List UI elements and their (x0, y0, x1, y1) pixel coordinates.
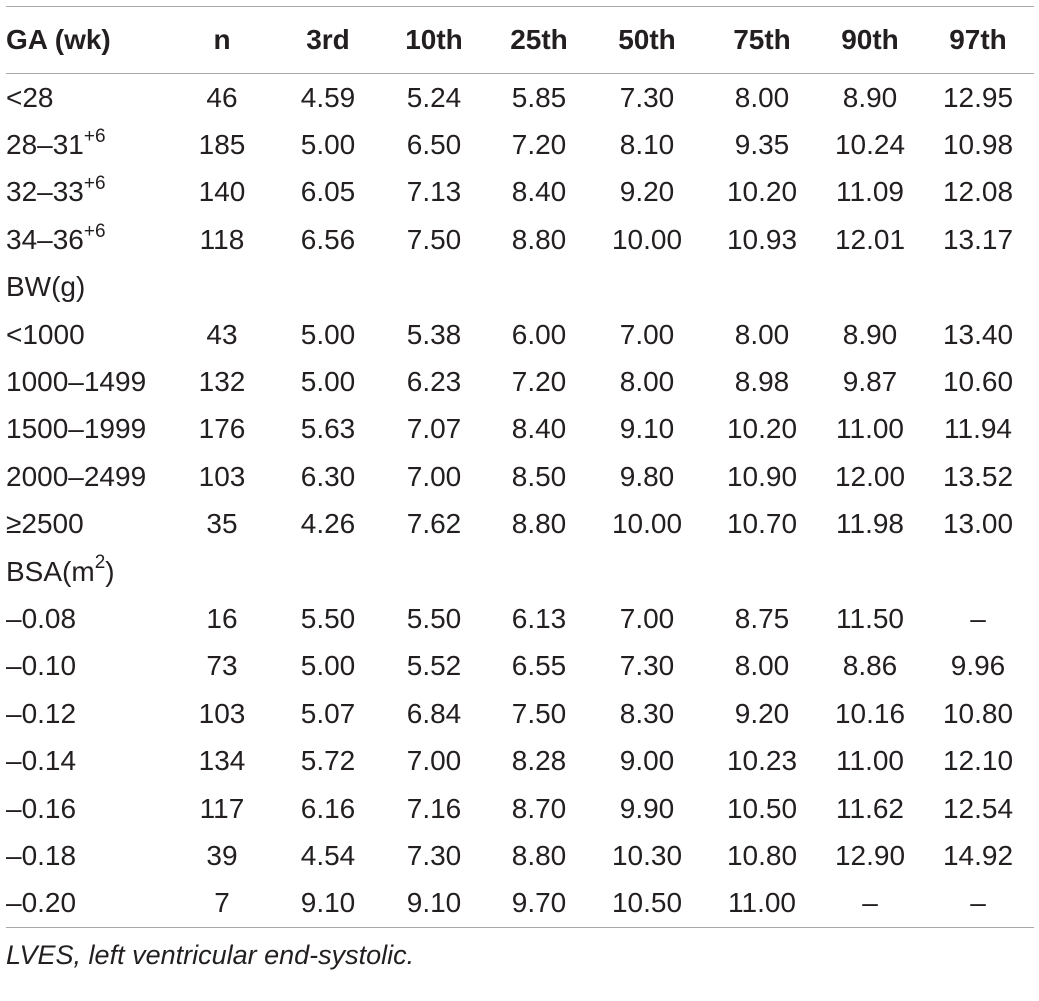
table-row (6, 832, 1034, 879)
table-cell: – (970, 887, 986, 919)
table-cell: 8.90 (842, 318, 898, 350)
table-row (6, 643, 1034, 690)
row-label (6, 737, 166, 784)
table-cell: 10.20 (726, 413, 798, 445)
row-label (6, 501, 166, 548)
table-cell: 12.01 (834, 223, 906, 255)
table-cell: 9.70 (511, 887, 567, 919)
row-label (6, 74, 166, 122)
table-cell: 11.09 (836, 176, 904, 208)
table-cell: 9.80 (619, 460, 675, 492)
header-p3: 3rd (278, 7, 378, 74)
row-label (6, 690, 166, 737)
table-cell: 9.10 (300, 887, 356, 919)
section-label (6, 264, 1034, 311)
table-cell: 73 (206, 650, 238, 682)
row-label (6, 216, 166, 263)
table-cell: 10.70 (726, 508, 798, 540)
table-cell: 9.10 (406, 887, 462, 919)
table-cell: 8.30 (619, 697, 675, 729)
row-label-text: –0.16 (6, 792, 77, 824)
table-cell: 5.00 (300, 129, 356, 161)
table-cell: 6.56 (300, 223, 356, 255)
table-cell: 5.07 (300, 697, 356, 729)
table-cell: 16 (206, 602, 238, 634)
table-cell: 5.52 (406, 650, 462, 682)
table-cell: 8.80 (511, 508, 567, 540)
table-cell: 7.30 (406, 839, 462, 871)
row-label-text: 2000–2499 (6, 460, 147, 492)
section-row (6, 548, 1034, 595)
row-label (6, 785, 166, 832)
row-label (6, 169, 166, 216)
table-cell: 7.50 (406, 223, 462, 255)
table-cell: 13.40 (942, 318, 1014, 350)
section-label-sup: 2 (94, 552, 106, 574)
table-cell: 10.50 (611, 887, 683, 919)
table-cell: 8.00 (734, 318, 790, 350)
table-cell: 11.00 (728, 887, 796, 919)
row-label-text: <1000 (6, 318, 85, 350)
row-label-text: –0.14 (6, 745, 77, 777)
table-cell: 8.80 (511, 223, 567, 255)
table-row (6, 501, 1034, 548)
row-label-sup: +6 (83, 125, 106, 147)
row-label-text: –0.10 (6, 650, 77, 682)
table-cell: 132 (198, 366, 246, 398)
table-body (6, 74, 1034, 928)
table-cell: 140 (198, 176, 246, 208)
table-cell: 10.23 (726, 745, 798, 777)
table-cell: 7 (214, 887, 230, 919)
table-cell: 8.70 (511, 792, 567, 824)
table-cell: 9.20 (734, 697, 790, 729)
header-n: n (166, 7, 278, 74)
table-cell: 10.93 (726, 223, 798, 255)
table-cell: 10.60 (942, 366, 1014, 398)
table-cell: 39 (206, 839, 238, 871)
bottom-rule (6, 927, 1034, 928)
table-cell: 8.40 (511, 176, 567, 208)
row-label (6, 358, 166, 405)
row-label (6, 406, 166, 453)
table-cell: 10.24 (834, 129, 906, 161)
table-cell: 7.50 (511, 697, 567, 729)
table-cell: – (862, 887, 878, 919)
header-ga: GA (wk) (6, 7, 166, 74)
table-cell: 11.94 (944, 413, 1012, 445)
table-cell: 7.13 (406, 176, 462, 208)
table-row (6, 595, 1034, 642)
table-cell: 7.30 (619, 650, 675, 682)
table-cell: 6.30 (300, 460, 356, 492)
row-label-text: –0.08 (6, 602, 77, 634)
table-cell: 12.10 (942, 745, 1014, 777)
table-cell: 185 (198, 129, 246, 161)
table-cell: 6.00 (511, 318, 567, 350)
table-cell: 103 (198, 460, 246, 492)
table-cell: 5.24 (406, 81, 462, 113)
table-cell: 12.00 (834, 460, 906, 492)
table-row (6, 737, 1034, 784)
row-label-text: 32–33 (6, 176, 84, 208)
table-row (6, 169, 1034, 216)
table-cell: 4.26 (300, 508, 356, 540)
table-row (6, 406, 1034, 453)
table-cell: 6.55 (511, 650, 567, 682)
table-cell: 11.00 (836, 413, 904, 445)
table-cell: 10.90 (726, 460, 798, 492)
row-label (6, 832, 166, 879)
table-cell: 7.20 (511, 129, 567, 161)
table-cell: 7.20 (511, 366, 567, 398)
table-cell: 10.16 (834, 697, 906, 729)
table-cell: 4.54 (300, 839, 356, 871)
table-cell: 5.85 (511, 81, 567, 113)
table-cell: 7.62 (406, 508, 462, 540)
table-cell: 8.00 (619, 366, 675, 398)
table-cell: 10.30 (611, 839, 683, 871)
table-cell: 7.07 (406, 413, 462, 445)
row-label-text: ≥2500 (6, 508, 84, 540)
table-cell: 9.00 (619, 745, 675, 777)
header-p25: 25th (490, 7, 588, 74)
table-cell: 4.59 (300, 81, 356, 113)
row-label-text: –0.12 (6, 697, 77, 729)
row-label-text: –0.20 (6, 887, 77, 919)
table-cell: 9.87 (842, 366, 898, 398)
section-label-suffix: ) (105, 555, 115, 587)
table-cell: 13.00 (942, 508, 1014, 540)
header-row (6, 7, 1034, 74)
table-cell: 176 (198, 413, 246, 445)
section-label-text: BW(g) (6, 271, 86, 303)
table-cell: 6.84 (406, 697, 462, 729)
table-cell: 5.50 (300, 602, 356, 634)
section-row (6, 264, 1034, 311)
table-cell: 10.20 (726, 176, 798, 208)
row-label (6, 880, 166, 927)
table-cell: 10.80 (726, 839, 798, 871)
row-label-sup: +6 (83, 220, 106, 242)
table-row (6, 690, 1034, 737)
header-p50: 50th (588, 7, 706, 74)
table-row (6, 880, 1034, 927)
table-cell: 9.96 (950, 650, 1006, 682)
table-cell: 9.90 (619, 792, 675, 824)
table-cell: 7.00 (406, 745, 462, 777)
table-cell: 8.28 (511, 745, 567, 777)
row-label (6, 311, 166, 358)
row-label-text: 34–36 (6, 223, 84, 255)
table-cell: 7.30 (619, 81, 675, 113)
table-cell: 5.00 (300, 366, 356, 398)
table-cell: 11.62 (836, 792, 904, 824)
table-cell: 10.00 (611, 223, 683, 255)
table-cell: 7.16 (406, 792, 462, 824)
table-container (6, 6, 1034, 971)
table-cell: 7.00 (406, 460, 462, 492)
table-cell: 5.50 (406, 602, 462, 634)
header-p75: 75th (706, 7, 818, 74)
table-cell: 43 (206, 318, 238, 350)
table-cell: 11.50 (836, 602, 904, 634)
row-label-text: 28–31 (6, 129, 84, 161)
row-label (6, 643, 166, 690)
header-p10: 10th (378, 7, 490, 74)
table-row (6, 785, 1034, 832)
table-cell: 6.23 (406, 366, 462, 398)
table-footnote: LVES, left ventricular end-systolic. (6, 940, 415, 971)
table-cell: 9.35 (734, 129, 790, 161)
table-row (6, 216, 1034, 263)
table-cell: 8.00 (734, 81, 790, 113)
table-cell: 9.10 (619, 413, 675, 445)
table-cell: 10.98 (942, 129, 1014, 161)
section-label (6, 548, 1034, 595)
table-cell: 103 (198, 697, 246, 729)
percentile-table (6, 7, 1034, 927)
table-cell: 7.00 (619, 318, 675, 350)
table-cell: 134 (198, 745, 246, 777)
row-label-sup: +6 (83, 173, 106, 195)
table-cell: 8.98 (734, 366, 790, 398)
table-cell: 12.95 (942, 81, 1014, 113)
table-cell: 12.54 (942, 792, 1014, 824)
header-p97: 97th (922, 7, 1034, 74)
table-cell: 5.00 (300, 650, 356, 682)
section-label-text: BSA(m (6, 555, 95, 587)
row-label (6, 121, 166, 168)
table-cell: 14.92 (942, 839, 1014, 871)
table-cell: 8.10 (619, 129, 675, 161)
table-cell: 10.50 (726, 792, 798, 824)
table-cell: – (970, 602, 986, 634)
table-cell: 8.75 (734, 602, 790, 634)
row-label-text: 1500–1999 (6, 413, 147, 445)
table-cell: 5.63 (300, 413, 356, 445)
table-cell: 6.13 (511, 602, 567, 634)
table-cell: 7.00 (619, 602, 675, 634)
table-cell: 35 (206, 508, 238, 540)
table-cell: 6.16 (300, 792, 356, 824)
table-cell: 117 (199, 792, 245, 824)
table-cell: 11.98 (836, 508, 904, 540)
table-cell: 13.17 (942, 223, 1014, 255)
row-label-text: –0.18 (6, 839, 77, 871)
table-cell: 10.00 (611, 508, 683, 540)
table-row (6, 358, 1034, 405)
table-cell: 5.00 (300, 318, 356, 350)
table-cell: 10.80 (942, 697, 1014, 729)
table-cell: 6.50 (406, 129, 462, 161)
row-label-text: <28 (6, 81, 54, 113)
table-cell: 12.08 (942, 176, 1014, 208)
table-row (6, 453, 1034, 500)
table-cell: 8.50 (511, 460, 567, 492)
header-p90: 90th (818, 7, 922, 74)
row-label-text: 1000–1499 (6, 366, 147, 398)
table-cell: 6.05 (300, 176, 356, 208)
table-cell: 9.20 (619, 176, 675, 208)
table-row (6, 311, 1034, 358)
table-cell: 46 (206, 81, 238, 113)
table-cell: 5.72 (300, 745, 356, 777)
table-cell: 8.86 (842, 650, 898, 682)
table-cell: 8.00 (734, 650, 790, 682)
table-cell: 8.40 (511, 413, 567, 445)
table-cell: 12.90 (834, 839, 906, 871)
row-label (6, 595, 166, 642)
table-cell: 5.38 (406, 318, 462, 350)
table-cell: 8.90 (842, 81, 898, 113)
table-row (6, 121, 1034, 168)
table-cell: 8.80 (511, 839, 567, 871)
table-cell: 13.52 (942, 460, 1014, 492)
table-cell: 11.00 (836, 745, 904, 777)
table-row (6, 74, 1034, 122)
row-label (6, 453, 166, 500)
table-cell: 118 (199, 223, 245, 255)
